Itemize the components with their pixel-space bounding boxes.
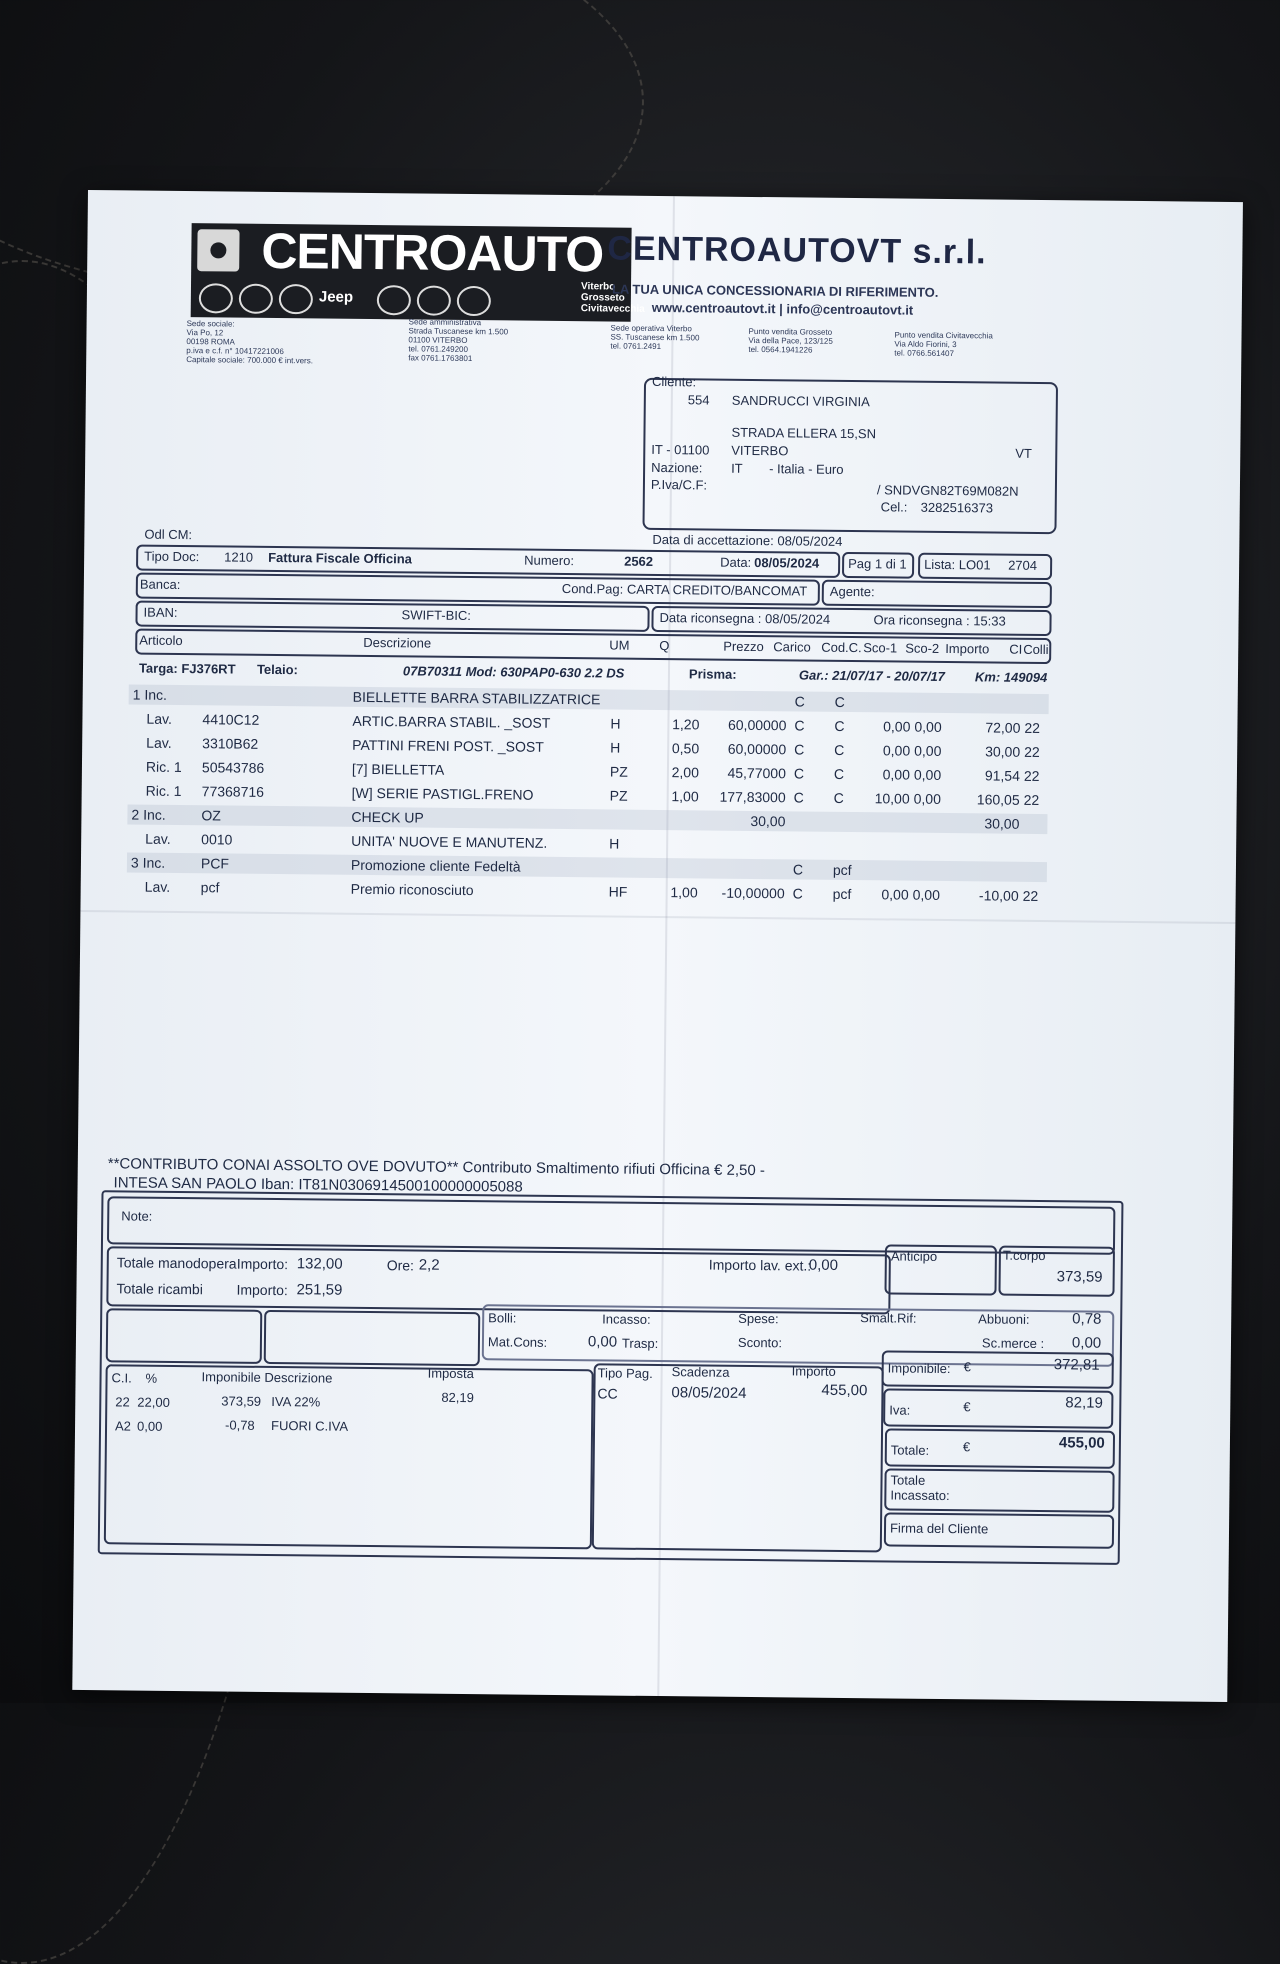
row-articolo: 0010 [201, 831, 232, 847]
col-um: UM [609, 637, 629, 652]
note-label: Note: [121, 1208, 152, 1223]
row-articolo: 50543786 [202, 759, 264, 776]
row-sco1: 0,00 [874, 742, 910, 758]
row-articolo: 3310B62 [202, 735, 258, 752]
manodopera-total: 132,00 [297, 1255, 343, 1272]
scadenza-value: 08/05/2024 [671, 1384, 746, 1402]
iva-total-value: 82,19 [1065, 1394, 1103, 1411]
iva-col-imposta: Imposta [428, 1366, 474, 1381]
centroauto-emblem-icon [197, 229, 239, 271]
importo-label: Importo: [236, 1282, 288, 1299]
row-um: H [609, 835, 619, 851]
logo-cities: Viterbo Grosseto Civitavecchia [581, 281, 645, 315]
row-um: H [610, 716, 620, 732]
col-q: Q [659, 638, 669, 653]
tipo-doc-label: Tipo Doc: [144, 549, 199, 565]
customer-code: 554 [688, 392, 710, 407]
iva-row-ci: A2 [115, 1418, 131, 1433]
trasp-label: Trasp: [622, 1336, 659, 1351]
row-codc: C [834, 718, 844, 734]
tagline: LA TUA UNICA CONCESSIONARIA DI RIFERIMENTO. [612, 281, 939, 299]
row-codc: C [834, 790, 844, 806]
punto-vendita-grosseto: Punto vendita Grosseto Via della Pace, 123/125 tel. 0564.1941226 [748, 327, 833, 355]
fiat-professional-icon [417, 285, 451, 315]
matcons-value: 0,00 [588, 1333, 617, 1350]
row-carico: C [794, 765, 804, 781]
col-sco1: Sco-1 [863, 640, 897, 655]
row-prezzo: 60,00000 [712, 741, 786, 758]
row-prezzo: 45,77000 [712, 765, 786, 782]
row-descrizione: BIELLETTE BARRA STABILIZZATRICE [353, 689, 601, 708]
row-carico: C [793, 861, 803, 877]
iva-row-pct: 22,00 [137, 1395, 170, 1410]
row-type: Ric. 1 [146, 759, 182, 775]
row-codc: pcf [833, 886, 852, 902]
row-prezzo: 177,83000 [712, 789, 786, 806]
row-um: PZ [610, 763, 628, 779]
tcorpo-label: T.corpo [1003, 1248, 1046, 1263]
row-codc: C [834, 766, 844, 782]
ricambi-label: Totale ricambi [116, 1280, 203, 1297]
importo-pag-label: Importo [792, 1363, 836, 1378]
customer-cap: IT - 01100 [651, 442, 709, 458]
row-ci: 22 [1024, 792, 1040, 808]
lista-number: 2704 [1008, 558, 1037, 573]
punto-vendita-civitavecchia: Punto vendita Civitavecchia Via Aldo Fiorini, 3 tel. 0766.561407 [894, 330, 993, 358]
row-carico: C [793, 885, 803, 901]
row-descrizione: Promozione cliente Fedeltà [351, 857, 521, 875]
col-prezzo: Prezzo [723, 639, 764, 654]
col-colli: Colli [1023, 642, 1048, 657]
iva-row-desc: IVA 22% [271, 1394, 320, 1410]
vehicle-garanzia: Gar.: 21/07/17 - 20/07/17 [799, 667, 945, 684]
row-carico: C [795, 693, 805, 709]
vehicle-targa: Targa: FJ376RT [139, 661, 236, 677]
iva-row-imposta: 82,19 [441, 1390, 474, 1405]
lav-ext-label: Importo lav. ext.: [709, 1257, 812, 1274]
invoice-paper [72, 190, 1243, 1702]
col-carico: Carico [773, 639, 811, 654]
row-descrizione: UNITA' NUOVE E MANUTENZ. [351, 833, 547, 851]
col-articolo: Articolo [139, 633, 183, 648]
row-importo: 30,00 [962, 743, 1020, 760]
tipo-doc-desc: Fattura Fiscale Officina [268, 550, 412, 567]
row-ci: 22 [1023, 888, 1039, 904]
row-um: PZ [610, 787, 628, 803]
row-descrizione: ARTIC.BARRA STABIL. _SOST [352, 713, 550, 731]
row-quantita: 1,20 [657, 716, 699, 732]
row-importo: 91,54 [962, 767, 1020, 784]
fiat-icon [239, 284, 273, 314]
row-codc: pcf [833, 862, 852, 878]
row-prezzo: -10,00000 [711, 885, 785, 902]
anticipo-label: Anticipo [891, 1248, 937, 1263]
row-sco1: 10,00 [874, 790, 910, 806]
row-group-band [127, 852, 1047, 882]
iva-row-pct: 0,00 [137, 1419, 162, 1434]
importo-label: Importo: [237, 1256, 289, 1273]
customer-phone: 3282516373 [921, 500, 993, 516]
numero-label: Numero: [524, 553, 574, 569]
line-items [88, 190, 1243, 202]
customer-label: Cliente: [652, 374, 696, 389]
nazione: - Italia - Euro [769, 461, 844, 477]
nazione-code: IT [731, 461, 743, 476]
iva-row-imponibile: 373,59 [221, 1393, 261, 1408]
abarth-icon [377, 285, 411, 315]
smalt-label: Smalt.Rif: [860, 1310, 916, 1326]
tipo-doc-code: 1210 [224, 549, 253, 564]
firma-label: Firma del Cliente [890, 1520, 988, 1536]
row-descrizione: PATTINI FRENI POST. _SOST [352, 737, 544, 755]
sede-operativa: Sede operativa Viterbo SS. Tuscanese km 1.500 tel. 0761.2491 [610, 323, 699, 351]
row-carico: C [794, 717, 804, 733]
row-type: 3 Inc. [131, 854, 165, 870]
piva-label: P.Iva/C.F: [651, 477, 707, 493]
row-importo: 160,05 [962, 791, 1020, 808]
ora-riconsegna: Ora riconsegna : 15:33 [873, 612, 1005, 628]
col-codc: Cod.C. [821, 640, 862, 655]
row-quantita: 2,00 [657, 764, 699, 780]
row-importo: 72,00 [962, 719, 1020, 736]
tipopag-label: Tipo Pag. [598, 1365, 653, 1381]
row-descrizione: Premio riconosciuto [351, 881, 474, 898]
iva-col-ci: C.I. [111, 1370, 131, 1385]
row-importo: -10,00 [961, 887, 1019, 904]
row-articolo: OZ [201, 807, 221, 823]
abbuoni-value: 0,78 [1072, 1310, 1101, 1327]
lista-label: Lista: LO01 [924, 557, 991, 573]
lancia-icon [279, 284, 313, 314]
iva-col-pct: % [145, 1371, 157, 1386]
agente-label: Agente: [830, 584, 875, 599]
iva-box [104, 1364, 594, 1549]
euro-sign: € [963, 1399, 970, 1414]
conai-note: **CONTRIBUTO CONAI ASSOLTO OVE DOVUTO** Contributo Smaltimento rifiuti Officina € 2,50 - [108, 1155, 765, 1179]
codice-fiscale: / SNDVGN82T69M082N [877, 482, 1019, 498]
row-sco2: 0,00 [914, 791, 938, 807]
row-carico: C [794, 789, 804, 805]
ricambi-total: 251,59 [296, 1281, 342, 1298]
row-group-band [127, 804, 1047, 834]
iva-col-imponibile: Imponibile Descrizione [202, 1369, 333, 1385]
col-importo: Importo [945, 641, 989, 656]
row-quantita: 1,00 [656, 884, 698, 900]
euro-sign: € [964, 1359, 971, 1374]
scadenza-label: Scadenza [672, 1364, 730, 1380]
row-prezzo: 60,00000 [712, 717, 786, 734]
mopar-icon [457, 286, 491, 316]
row-sco2: 0,00 [914, 767, 938, 783]
paper-fold [80, 910, 1235, 924]
ore-value: 2,2 [419, 1257, 440, 1274]
sede-sociale: Sede sociale: Via Po, 12 00198 ROMA p.iva e c.f. n° 10417221006 Capitale sociale: 700.000 € int.vers. [186, 319, 313, 365]
euro-sign: € [963, 1439, 970, 1454]
customer-name: SANDRUCCI VIRGINIA [732, 393, 870, 409]
ore-label: Ore: [387, 1257, 414, 1273]
col-sco2: Sco-2 [905, 641, 939, 656]
row-prezzo: 30,00 [711, 813, 785, 830]
nazione-label: Nazione: [651, 460, 702, 476]
tcorpo-value: 373,59 [1057, 1268, 1103, 1285]
row-sco1: 0,00 [874, 766, 910, 782]
row-sco2: 0,00 [914, 743, 938, 759]
spese-label: Spese: [738, 1311, 779, 1326]
company-logo [191, 223, 632, 322]
row-articolo: 77368716 [202, 783, 264, 800]
row-type: Lav. [145, 831, 171, 847]
row-sco2: 0,00 [913, 887, 937, 903]
incasso-label: Incasso: [602, 1311, 651, 1327]
customer-city: VITERBO [731, 443, 788, 459]
bolli-label: Bolli: [488, 1310, 516, 1325]
vehicle-telaio: 07B70311 Mod: 630PAP0-630 2.2 DS [403, 663, 625, 680]
row-articolo: pcf [201, 879, 220, 895]
abbuoni-label: Abbuoni: [978, 1311, 1029, 1327]
cel-label: Cel.: [881, 499, 908, 514]
company-name: CENTROAUTOVT s.r.l. [607, 229, 987, 272]
scmerce-label: Sc.merce : [982, 1335, 1044, 1351]
invoice-date: 08/05/2024 [754, 555, 819, 571]
col-ci: CI [1009, 642, 1022, 657]
row-type: Lav. [145, 879, 171, 895]
logo-text: CENTROAUTO [261, 222, 603, 284]
vehicle-km: Km: 149094 [975, 669, 1047, 685]
lav-ext-value: 0,00 [809, 1257, 838, 1274]
iban-label: IBAN: [144, 605, 178, 620]
row-type: Lav. [146, 735, 172, 751]
manodopera-label: Totale manodopera [117, 1254, 237, 1271]
row-type: Lav. [146, 711, 172, 727]
row-codc: C [835, 694, 845, 710]
jeep-logo: Jeep [319, 288, 353, 305]
scmerce-value: 0,00 [1072, 1334, 1101, 1351]
bank-iban: INTESA SAN PAOLO Iban: IT81N0306914500100000005088 [114, 1174, 523, 1195]
swift-label: SWIFT-BIC: [401, 607, 470, 623]
totale-value: 455,00 [1059, 1434, 1105, 1451]
incassato-label: Totale Incassato: [890, 1472, 950, 1503]
blank-box [106, 1308, 263, 1364]
iva-row-desc: FUORI C.IVA [271, 1418, 348, 1434]
row-type: 2 Inc. [131, 806, 165, 822]
row-sco1: 0,00 [874, 718, 910, 734]
row-ci: 22 [1024, 768, 1040, 784]
row-articolo: PCF [201, 855, 229, 871]
matcons-label: Mat.Cons: [488, 1334, 547, 1350]
row-codc: C [834, 742, 844, 758]
prisma-label: Prisma: [689, 666, 737, 681]
tipopag-value: CC [597, 1385, 617, 1401]
accettazione-date: Data di accettazione: 08/05/2024 [652, 532, 842, 549]
row-sco2: 0,00 [914, 719, 938, 735]
row-quantita: 1,00 [657, 788, 699, 804]
data-riconsegna: Data riconsegna : 08/05/2024 [659, 610, 830, 627]
sede-amministrativa: Sede amministrativa Strada Tuscanese km 1.500 01100 VITERBO tel. 0761.249200 fax 0761.1763801 [408, 317, 508, 363]
col-descrizione: Descrizione [363, 635, 431, 651]
imponibile-label: Imponibile: [888, 1360, 951, 1376]
invoice-number: 2562 [624, 554, 653, 569]
row-importo: 30,00 [961, 815, 1019, 832]
customer-province: VT [1015, 446, 1032, 461]
totale-label: Totale: [891, 1442, 929, 1457]
row-articolo: 4410C12 [202, 711, 259, 728]
row-quantita: 0,50 [657, 740, 699, 756]
iva-row-ci: 22 [115, 1394, 130, 1409]
condizioni-pagamento: Cond.Pag: CARTA CREDITO/BANCOMAT [562, 581, 808, 599]
row-prezzo [711, 837, 785, 838]
imponibile-value: 372,81 [1054, 1356, 1100, 1373]
row-importo [961, 839, 1019, 840]
row-descrizione: [W] SERIE PASTIGL.FRENO [352, 785, 534, 803]
sconto-label: Sconto: [738, 1335, 782, 1350]
row-ci: 22 [1024, 720, 1040, 736]
banca-label: Banca: [140, 577, 181, 592]
iban-box [135, 601, 649, 632]
row-um: HF [609, 883, 628, 899]
iva-row-imponibile: -0,78 [225, 1418, 255, 1433]
odl-label: Odl CM: [144, 527, 192, 542]
row-carico: C [794, 741, 804, 757]
row-um: H [610, 739, 620, 755]
iva-total-label: Iva: [889, 1402, 910, 1417]
row-descrizione: CHECK UP [351, 809, 424, 826]
importo-pag-value: 455,00 [821, 1382, 867, 1399]
page-indicator: Pag 1 di 1 [848, 556, 907, 572]
row-descrizione: [7] BIELLETTA [352, 761, 445, 778]
blank-box [264, 1310, 481, 1366]
data-label: Data: [720, 555, 751, 570]
row-ci: 22 [1024, 744, 1040, 760]
website-email: www.centroautovt.it | info@centroautovt.it [652, 300, 914, 318]
telaio-label: Telaio: [257, 662, 298, 677]
row-type: Ric. 1 [146, 783, 182, 799]
row-type: 1 Inc. [133, 686, 167, 702]
customer-address: STRADA ELLERA 15,SN [731, 425, 876, 442]
row-sco1: 0,00 [873, 886, 909, 902]
alfa-romeo-icon [199, 283, 233, 313]
